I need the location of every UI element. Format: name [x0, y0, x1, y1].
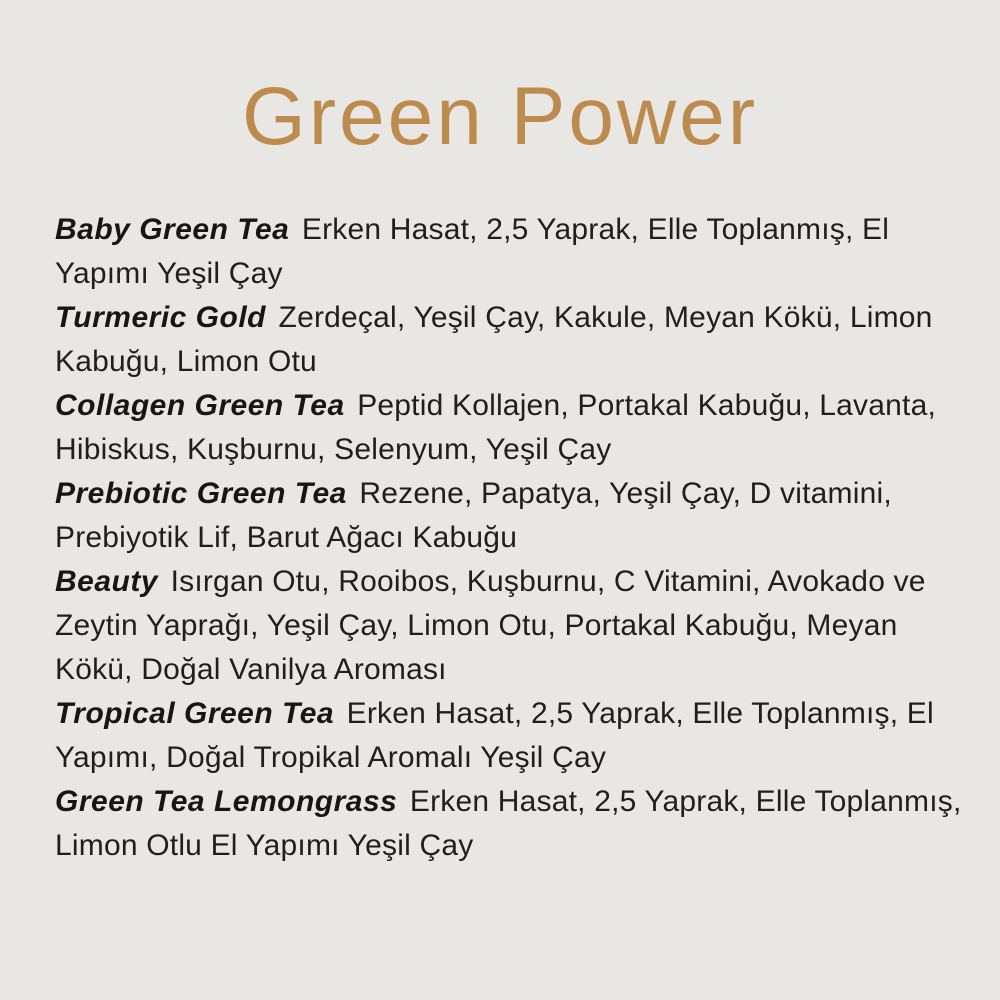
product-description: Erken Hasat, 2,5 Yaprak, Elle Toplanmış, El Yapımı Yeşil Çay [55, 213, 890, 290]
product-name: Beauty [55, 565, 159, 598]
product-description: Erken Hasat, 2,5 Yaprak, Elle Toplanmış, El Yapımı, Doğal Tropikal Aromalı Yeşil Çay [55, 697, 934, 774]
product-name: Collagen Green Tea [55, 389, 345, 422]
product-entry [55, 208, 963, 296]
product-entry [55, 692, 963, 780]
product-description: Zerdeçal, Yeşil Çay, Kakule, Meyan Kökü, Limon Kabuğu, Limon Otu [55, 301, 933, 378]
product-description: Isırgan Otu, Rooibos, Kuşburnu, C Vitamini, Avokado ve Zeytin Yaprağı, Yeşil Çay, Limon Otu, Portakal Kabuğu, Meyan Kökü, Doğal Vanilya Aroması [55, 565, 926, 686]
product-name: Tropical Green Tea [55, 697, 335, 730]
product-entry [55, 296, 963, 384]
product-entry [55, 780, 963, 868]
product-entry [55, 560, 963, 692]
product-name: Green Tea Lemongrass [55, 785, 398, 818]
product-description: Peptid Kollajen, Portakal Kabuğu, Lavanta, Hibiskus, Kuşburnu, Selenyum, Yeşil Çay [55, 389, 936, 466]
product-name: Prebiotic Green Tea [55, 477, 347, 510]
product-description: Erken Hasat, 2,5 Yaprak, Elle Toplanmış, Limon Otlu El Yapımı Yeşil Çay [55, 785, 962, 862]
product-name: Baby Green Tea [55, 213, 290, 246]
product-list [55, 208, 963, 868]
product-entry [55, 384, 963, 472]
product-entry [55, 472, 963, 560]
product-name: Turmeric Gold [55, 301, 266, 334]
product-description: Rezene, Papatya, Yeşil Çay, D vitamini, Prebiyotik Lif, Barut Ağacı Kabuğu [55, 477, 892, 554]
page-title: Green Power [241, 71, 759, 162]
